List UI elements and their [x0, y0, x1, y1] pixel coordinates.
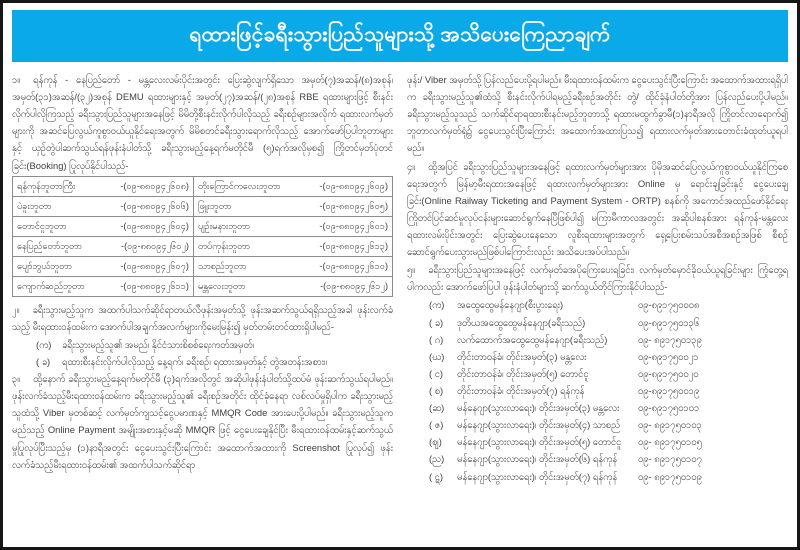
- station-phone: -(၀၉-၈၈၀၉၄၂၆၀၄): [120, 220, 189, 231]
- contact-label: (ဆ): [429, 402, 445, 414]
- contact-label: (က): [429, 299, 445, 311]
- booking-phone-table: [12, 176, 393, 297]
- right-column: [407, 71, 788, 485]
- paragraph-5-text: ခရီးသွားပြည်သူများအနေဖြင့် လက်မှတ်ခအပိုကြေးပေးရခြင်း၊ လက်မှတ်မှောင်ခိုဝယ်ယူရခြင်းများ ကြုံတွေ့ရပါကလည်း အောက်ဖော်ပြပါ ဖုန်းနံပါတ်များသို့ ဆက်သွယ်တိုင်ကြားနိုင်ပါသည်-: [407, 264, 788, 293]
- station-name: ပျဉ်းမနားဘူတာ: [197, 220, 250, 231]
- table-row: [13, 176, 393, 196]
- contact-phone: ၀၉- ၈၉၁၇၅၀၁၀၅: [638, 436, 702, 448]
- list-item: [12, 336, 393, 353]
- contact-row: [407, 450, 788, 467]
- notice-body: [12, 71, 788, 485]
- station-phone: -(၀၉-၈၈၀၉၄၂၆၀၇): [120, 260, 189, 271]
- table-row: [13, 276, 393, 296]
- station-phone: -(၀၉-၈၈၀၉၄၂၆၀၈): [120, 180, 189, 191]
- table-cell: [13, 216, 194, 236]
- paragraph-3-continuation: [407, 71, 788, 157]
- station-phone: -(၀၉-၈၈၀၉၄၂၆၁၁): [120, 280, 189, 291]
- paragraph-4-text: ထို့အပြင် ခရီးသွားပြည်သူများအနေဖြင့် ရထားလက်မှတ်များအား ပိုမိုအဆင်ပြေလွယ်ကူစွာဝယ်ယူနိုင်ကြစေရေးအတွက် မြန်မာ့မီးရထားအနေဖြင့် ရထားလက်မှတ်များအား Online မှ ရောင်းချခြင်းနှင့် ငွေပေးချေခြင်း(Online Railway Ticketing and Payment System - ORTP) စနစ်ကို အကောင်အထည်ဖော်နိုင်ရေး ကြိုတင်ပြင်ဆင်မှုလုပ်ငန်းများဆောင်ရွက်နေပြီဖြစ်ပါ၍ မကြာမီကာလအတွင်း အဆိုပါစနစ်အား ရန်ကုန်-မန္တလေးရထားလမ်းပိုင်းအတွင်း ပြေးဆွဲပေးနေသော လူစီးရထားများအတွက် ရှေ့ပြေးစမ်းသပ်အစီအစဉ်အဖြစ် စီစဉ်ဆောင်ရွက်ပေးသွားမည်ဖြစ်ပါကြောင်းလည်း အသိပေးအပ်ပါသည်။: [407, 160, 788, 258]
- item-label: ( ခ): [36, 355, 51, 367]
- table-row: [13, 236, 393, 256]
- station-name: မန္တလေးဘူတာ: [197, 280, 246, 291]
- paragraph-2-number: ၂။: [12, 303, 20, 315]
- contact-name: မန်နေဂျာ(သွားလာရေး)၊ တိုင်းအမှတ်(၃) မန္တလေး: [457, 402, 620, 414]
- table-cell: [13, 236, 194, 256]
- contact-phone: ၀၉- ၈၉၁၇၅၀၁၃၉: [638, 333, 702, 345]
- contact-label: ( ဂ): [429, 333, 444, 345]
- contact-row: [407, 365, 788, 382]
- station-phone: -(၀၉-၈၈၀၉၄၂၆၀၆): [120, 200, 189, 211]
- station-name: ဖြူးဘူတာ: [197, 200, 232, 211]
- contact-label: ( ခ): [429, 316, 444, 328]
- contact-label: (ဃ): [429, 350, 445, 362]
- table-cell: [193, 236, 392, 256]
- contact-phone: ၀၉-၈၉၁၇၅၀၁၀၁: [638, 402, 700, 414]
- table-cell: [193, 196, 392, 216]
- table-row: [13, 256, 393, 276]
- table-cell: [13, 196, 194, 216]
- title-banner: [12, 10, 788, 62]
- station-name: တပ်ကုန်းဘူတာ: [197, 240, 250, 251]
- item-text: ခရီးသွားမည့်သူ၏ အမည်၊ နိုင်ငံသားစိစစ်ရေးကတ်အမှတ်၊: [62, 338, 254, 350]
- station-name: တောင်ငူဘူတာ: [17, 220, 67, 231]
- contact-row: [407, 296, 788, 313]
- table-cell: [13, 256, 194, 276]
- paragraph-1-text: ရန်ကုန် - နေပြည်တော် - မန္တလေးလမ်းပိုင်းအတွင်း ပြေးဆွဲလျက်ရှိသော အမှတ်(၇)အဆန်/(၈)အစုန်၊ အမှတ်(၃၁)အဆန်/(၃၂)အစုန် DEMU ရထားများနှင့် အမှတ်(၂၇)အဆန်/(၂၈)အစုန် RBE ရထားများဖြင့် စီးနင်းလိုက်ပါလိုကြသည့် ခရီးသွားပြည်သူများအနေဖြင့် မိမိတို့စီးနင်းလိုက်ပါလိုသည့် ခရီးစဉ်များအလိုက် ရထားလက်မှတ်များကို အဆင်ပြေလွယ်ကူစွာဝယ်ယူနိုင်ရေးအတွက် မိမိစတင်ခရီးသွားရောက်လိုသည့် အောက်ဖော်ပြပါဘူတာများနှင့် ယှဉ်တွဲပါဆက်သွယ်ရန်ဖုန်းနံပါတ်သို့ ခရီးသွားမည့်နေ့ရက်မတိုင်မီ (၅)ရက်အလိုမှစ၍ ကြိုတင်မှတ်ပုံတင်ခြင်း(Booking) ပြုလုပ်နိုင်ပါသည်-: [12, 74, 393, 171]
- contact-row: [407, 382, 788, 399]
- table-row: [13, 216, 393, 236]
- contact-phone: ၀၉-၈၉၁၇၅၀၁၃၆: [638, 316, 700, 328]
- contact-phone: ၀၉-၈၉၁၇၅၀၀၁၉: [638, 384, 700, 396]
- contact-phone: ၀၉-၈၉၁၇၅၀၀၀၈: [638, 299, 700, 311]
- table-row: [13, 196, 393, 216]
- paragraph-3-text: ထို့နောက် ခရီးသွားမည့်နေ့ရက်မတိုင်မီ (၃)ရက်အလိုတွင် အဆိုပါဖုန်းနံပါတ်သို့ထပ်မံ ဖုန်းဆက်သွယ်ရပါမည်။ ဖုန်းလက်ခံသည့်မီးရထားဝန်ထမ်းက ခရီးသွားမည့်သူ၏ ခရီးစဉ်အတိုင်း ထိုင်ခုံနေရာ လစ်လပ်မှုရှိပါက ခရီးသွားမည့်သူထံသို့ Viber မှတစ်ဆင့် လက်မှတ်ကျသင့်ငွေပမာဏနှင့် MMQR Code အားပေးပို့ပါမည်။ ခရီးသွားမည့်သူက မည်သည့် Online Payment အမျိုးအစားနှင့်မဆို MMQR ဖြင့် ငွေပေးချေနိုင်ပြီး မီးရထားဝန်ထမ်းနှင့်ဆက်သွယ်မှုပြုလုပ်ပြီးသည့်မှ (၁)နာရီအတွင်း ငွေပေးသွင်းပြီးကြောင်း အထောက်အထားကို Screenshot ပြုလုပ်၍ ဖုန်းလက်ခံသည့်မီးရထားဝန်ထမ်း၏ အထက်ပါသက်ဆိုင်ရာ: [12, 373, 393, 470]
- station-phone: -(၀၉-၈၈၀၉၄၂၆၀၉): [319, 180, 388, 191]
- station-phone: -(၀၉-၈၈၀၉၄၂၆၀၂): [121, 240, 189, 251]
- contact-row: [407, 468, 788, 485]
- station-name: နေပြည်တော်ဘူတာ: [17, 240, 82, 251]
- station-name: ပဲခူးဘူတာ: [17, 200, 52, 211]
- contact-row: [407, 331, 788, 348]
- contact-row: [407, 416, 788, 433]
- list-item: [12, 353, 393, 370]
- left-column: [12, 71, 393, 485]
- contact-label: ( င): [429, 367, 444, 379]
- contact-row: [407, 433, 788, 450]
- contact-name: ဒုတိယအထွေထွေမန်နေဂျာ(ခရီးသည်): [457, 316, 586, 328]
- station-name: ပျော်ဘွယ်ဘူတာ: [17, 260, 72, 271]
- contact-label: (ည): [429, 453, 445, 465]
- station-phone: -(၀၉-၈၈၀၉၄၂၆၁၂): [320, 280, 388, 291]
- contact-label: (ဈ): [429, 436, 442, 448]
- station-name: တိုးကြောင်ကလေးဘူတာ: [197, 180, 281, 191]
- station-name: ကျောက်ဆည်ဘူတာ: [17, 280, 85, 291]
- paragraph-2: [12, 301, 393, 335]
- contact-label: ( စ): [429, 384, 444, 396]
- paragraph-5: [407, 261, 788, 295]
- contact-phone: ၀၉- ၈၉၁၇၅၀၁၀၉: [638, 470, 702, 482]
- contact-phone: ၀၉-၈၉၁၇၅၀၀၂၁: [638, 350, 699, 362]
- contact-name: တိုင်းတာဝန်ခံ၊ တိုင်းအမှတ်(၅) တောင်ငူ: [457, 367, 589, 379]
- contact-name: အထွေထွေမန်နေဂျာ(စီးပွားရေး): [457, 299, 564, 311]
- contact-row: [407, 399, 788, 416]
- paragraph-3: [12, 370, 393, 473]
- contact-label: ( ဇ): [429, 419, 444, 431]
- contact-name: လက်ထောက်အထွေထွေမန်နေဂျာ(ခရီးသည်): [457, 333, 608, 345]
- station-name: ရန်ကုန်ဘူတာကြီး: [17, 180, 76, 191]
- paragraph-1-number: ၁။: [12, 74, 21, 85]
- table-cell: [193, 276, 392, 296]
- contact-row: [407, 314, 788, 331]
- paragraph-4: [407, 158, 788, 261]
- table-cell: [13, 176, 194, 196]
- contact-phone: ၀၉-၈၉၁၇၅၀၀၂၀: [638, 367, 699, 379]
- table-cell: [13, 276, 194, 296]
- contact-name: တိုင်းတာဝန်ခံ၊ တိုင်းအမှတ်(၇) ရန်ကုန်: [457, 384, 585, 396]
- contact-name: မန်နေဂျာ(သွားလာရေး)၊ တိုင်းအမှတ်(၄) သာစည်: [457, 419, 621, 431]
- contact-row: [407, 348, 788, 365]
- table-cell: [193, 176, 392, 196]
- station-phone: -(၀၉-၈၈၀၉၄၂၆၀၅): [319, 200, 388, 211]
- station-phone: -(၀၉-၈၈၀၉၄၂၆၀၁): [319, 220, 388, 231]
- paragraph-1: [12, 71, 393, 174]
- table-cell: [193, 216, 392, 236]
- item-text: ရထားစီးနင်းလိုက်ပါလိုသည့် နေ့ရက်၊ ခရီးစဉ်၊ ရထားအမှတ်နှင့် တွဲအတန်းအစား။: [62, 355, 327, 367]
- paragraph-3-continuation-text: ဖုန်း/ Viber အမှတ်သို့ ပြန်လည်ပေးပို့ရပါမည်။ မီးရထားဝန်ထမ်းက ငွေပေးသွင်းပြီးကြောင်း အထောက်အထားရရှိပါက ခရီးသွားမည့်သူ၏ထံသို့ စီးနင်းလိုက်ပါရမည့်ခရီးစဉ်အတိုင်း တွဲ/ ထိုင်ခုံနံပါတ်တို့အား ပြန်လည်ပေးပို့ပါမည်။ ခရီးသွားမည့်သူသည် သက်ဆိုင်ရာရထားစီးနင်းမည့်ဘူတာသို့ ရထားမထွက်ခွာမီ(၁)နာရီအလို ကြိုတင်လာရောက်၍ ဘူတာလက်မှတ်ရုံ၌ ငွေပေးသွင်းပြီးကြောင်း အထောက်အထားပြသ၍ ရထားလက်မှတ်အားတောင်းခံထုတ်ယူရပါမည်။: [407, 74, 788, 154]
- contact-name: မန်နေဂျာ(သွားလာရေး)၊ တိုင်းအမှတ်(၆) ရန်ကုန်: [457, 453, 618, 465]
- station-phone: -(၀၉-၈၈၀၉၄၂၆၁၀): [319, 260, 388, 271]
- table-cell: [193, 256, 392, 276]
- station-phone: -(၀၉-၈၈၀၉၄၂၆၁၃): [319, 240, 388, 251]
- paragraph-4-number: ၄။: [407, 160, 416, 172]
- paragraph-5-number: ၅။: [407, 264, 416, 276]
- paragraph-3-number: ၃။: [12, 373, 21, 385]
- contact-name: မန်နေဂျာ(သွားလာရေး)၊ တိုင်းအမှတ်(၅) တောင်ငူ: [457, 436, 622, 448]
- contact-name: မန်နေဂျာ(သွားလာရေး)၊ တိုင်းအမှတ်(၇) ရန်ကုန်: [457, 470, 618, 482]
- item-label: (က): [36, 338, 52, 350]
- contact-phone: ၀၉- ၈၉၁၇၅၀၁၀၃: [638, 419, 702, 431]
- contact-name: တိုင်းတာဝန်ခံ၊ တိုင်းအမှတ်(၃) မန္တလေး: [457, 350, 587, 362]
- paragraph-2-text: ခရီးသွားမည့်သူက အထက်ပါသက်ဆိုင်ရာတယ်လီဖုန်းအမှတ်သို့ ဖုန်းအဆက်သွယ်ရရှိသည့်အခါ ဖုန်းလက်ခံသည့် မီးရထားဝန်ထမ်းက အောက်ပါအချက်အလက်များကိုမေးမြန်း၍ မှတ်တမ်းတင်ထားရှိပါမည်-: [12, 303, 393, 332]
- page-title: ရထားဖြင့်ခရီးသွားပြည်သူများသို့ အသိပေးကြေညာချက်: [189, 22, 611, 46]
- station-name: သာစည်ဘူတာ: [197, 260, 247, 271]
- contact-label: ( ဋ): [429, 470, 444, 482]
- contact-phone: ၀၉- ၈၉၁၇၅၀၁၀၇: [638, 453, 702, 465]
